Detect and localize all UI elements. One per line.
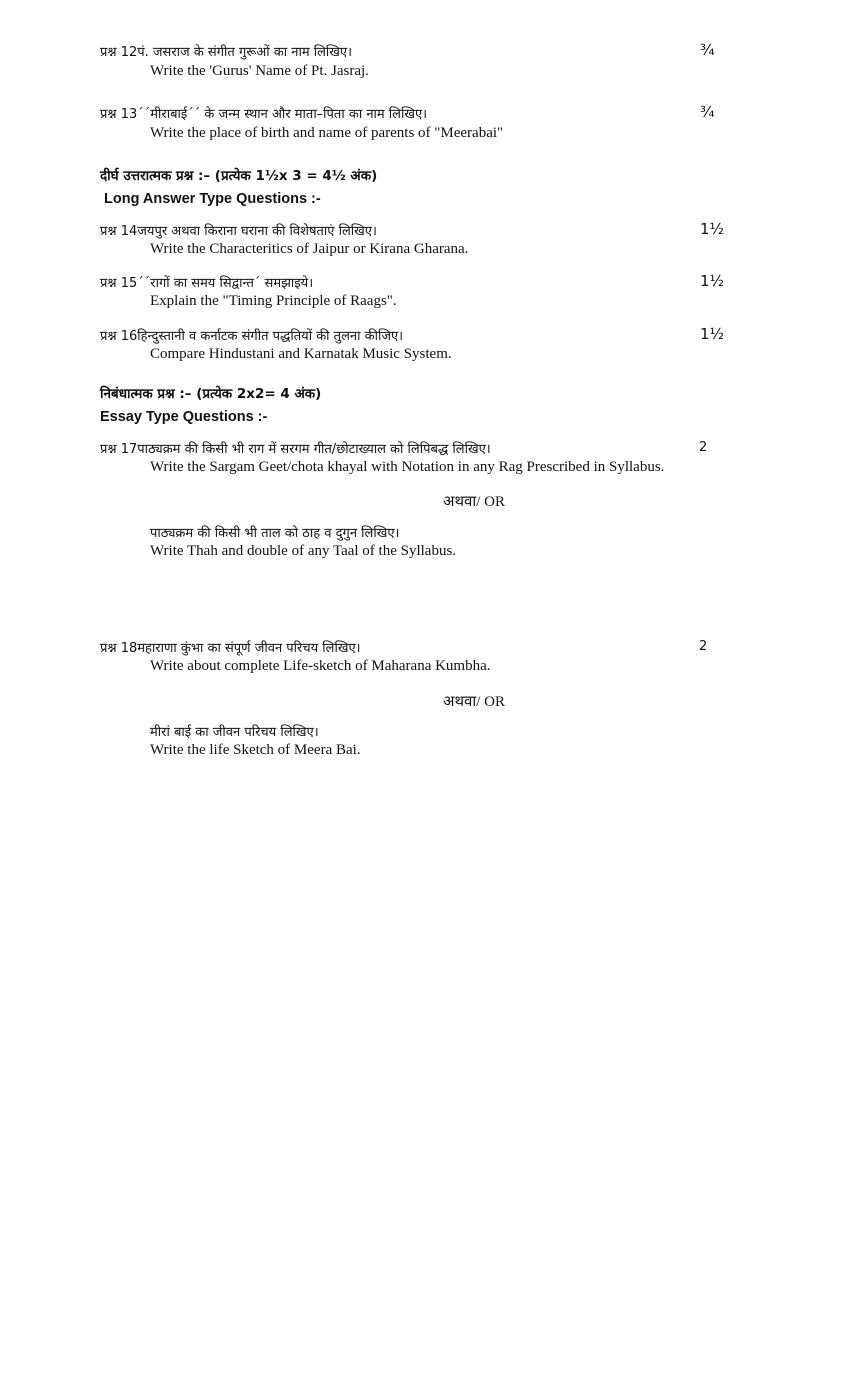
q15-english: Explain the "Timing Principle of Raags". <box>150 293 397 309</box>
q12-english: Write the 'Gurus' Name of Pt. Jasraj. <box>150 63 369 79</box>
q18-alt-english: Write the life Sketch of Meera Bai. <box>150 742 361 758</box>
q14-english: Write the Characteritics of Jaipur or Kirana Gharana. <box>150 241 469 257</box>
q13-english: Write the place of birth and name of parents of "Meerabai" <box>150 125 504 141</box>
long-answer-heading-english: Long Answer Type Questions :- <box>104 191 321 207</box>
q15-hindi: प्रश्न 15´´रागों का समय सिद्वान्त´ समझाइये। <box>100 276 314 291</box>
essay-heading-english: Essay Type Questions :- <box>100 409 268 425</box>
q12-hindi: प्रश्न 12पं. जसराज के संगीत गुरूओं का नाम लिखिए। <box>100 45 353 60</box>
q17-alt-hindi: पाठ्यक्रम की किसी भी ताल को ठाह व दुगुन लिखिए। <box>150 526 400 541</box>
q15-marks: 1½ <box>700 272 725 290</box>
q13-marks: ¾ <box>700 103 715 121</box>
q16-english: Compare Hindustani and Karnatak Music System. <box>150 346 452 362</box>
q18-or-label: अथवा/ OR <box>442 694 506 710</box>
q18-english: Write about complete Life-sketch of Maharana Kumbha. <box>150 658 491 674</box>
q14-hindi: प्रश्न 14जयपुर अथवा किराना घराना की विशेषताएं लिखिए। <box>100 224 377 239</box>
q17-alt-english: Write Thah and double of any Taal of the Syllabus. <box>150 543 457 559</box>
essay-heading-hindi: निबंधात्मक प्रश्न :– (प्रत्येक 2x2= 4 अंक) <box>100 386 322 402</box>
q18-alt-hindi: मीरां बाई का जीवन परिचय लिखिए। <box>150 725 319 740</box>
q17-or-label: अथवा/ OR <box>442 494 506 510</box>
q16-hindi: प्रश्न 16हिन्दुस्तानी व कर्नाटक संगीत पद्धतियों की तुलना कीजिए। <box>100 329 404 344</box>
q17-marks: 2 <box>699 440 708 455</box>
q13-hindi: प्रश्न 13´´मीराबाई´´ के जन्म स्थान और माता–पिता का नाम लिखिए। <box>100 107 428 122</box>
q18-marks: 2 <box>699 639 708 654</box>
q12-marks: ¾ <box>700 41 715 59</box>
q17-english: Write the Sargam Geet/chota khayal with Notation in any Rag Prescribed in Syllabus. <box>150 459 665 475</box>
q16-marks: 1½ <box>700 325 725 343</box>
q14-marks: 1½ <box>700 220 725 238</box>
q17-hindi: प्रश्न 17पाठ्यक्रम की किसी भी राग में सरगम गीत/छोटाख्याल को लिपिबद्ध लिखिए। <box>100 442 491 457</box>
long-answer-heading-hindi: दीर्घ उत्तरात्मक प्रश्न :– (प्रत्येक 1½x 3 = 4½ अंक) <box>100 168 378 184</box>
q18-hindi: प्रश्न 18महाराणा कुंभा का संपूर्ण जीवन परिचय लिखिए। <box>100 641 361 656</box>
